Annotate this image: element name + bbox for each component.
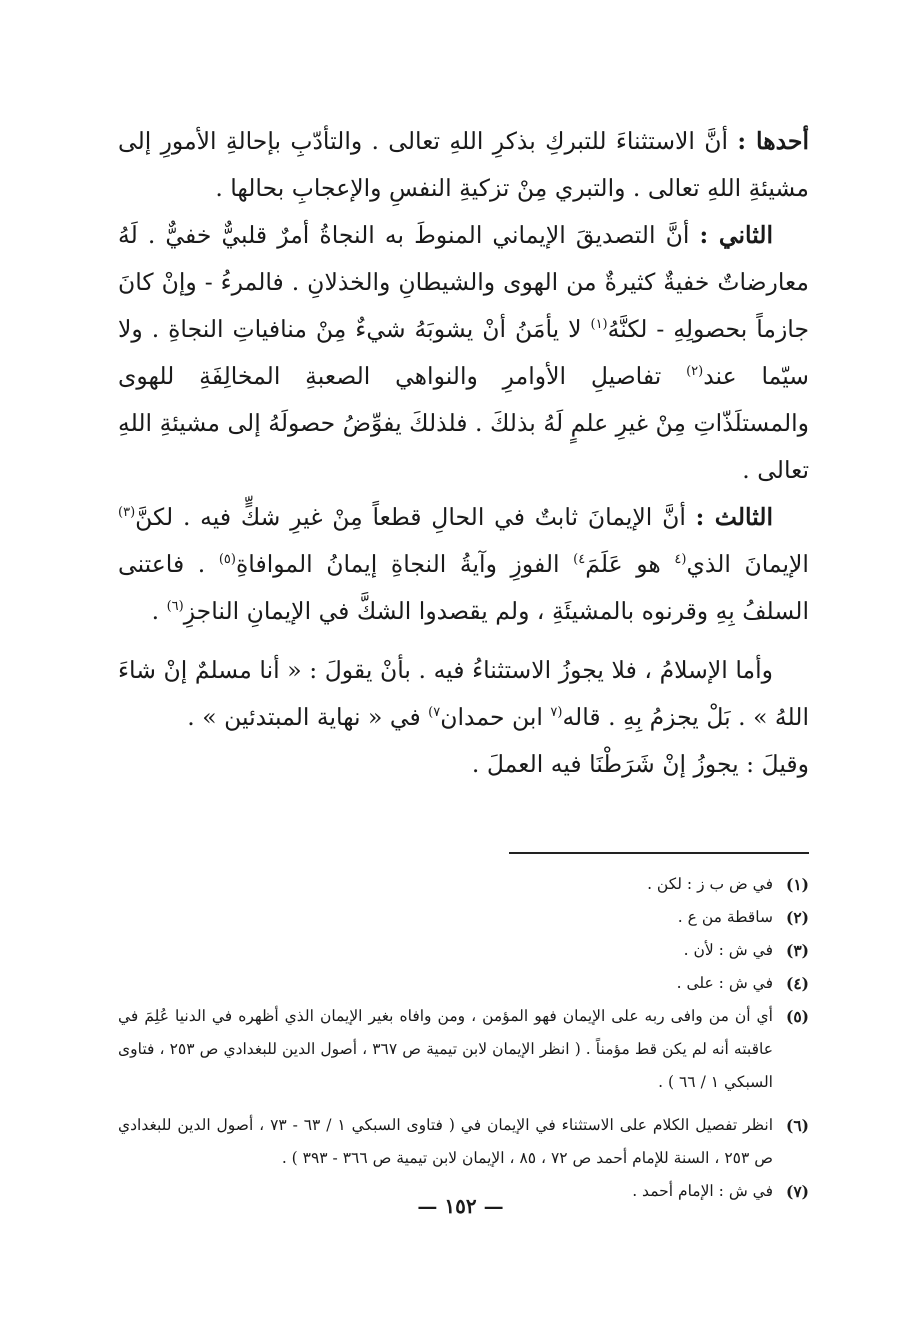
paragraph-alternative-view [118,741,809,788]
footnote-ref-7-start: (٧ [550,705,563,721]
footnote-ref-1: (١) [590,317,608,333]
footnote-ref-5: (٥) [218,552,236,568]
footnote-ref-2: (٢) [686,364,704,380]
paragraph-third-reason [118,494,809,635]
footnote-ref-6: (٦) [166,599,184,615]
paragraph-second-reason [118,212,809,494]
paragraph-text: أنَّ الاستثناءَ للتبركِ بذكرِ اللهِ تعالى . والتأدّبِ بإحالةِ الأمورِ إلى مشيئةِ اللهِ تعالى . والتبري مِنْ تزكيةِ النفسِ والإعجابِ بحالها . [118,127,809,202]
paragraph-text: الفوزِ وآيةُ النجاةِ إيمانُ الموافاةِ [235,550,560,578]
footnote-number: (٥) [785,1007,809,1026]
paragraph-text: الإيمانَ الذي [686,550,809,578]
paragraph-text: هو عَلَمَ [585,550,661,578]
footnote-number: (٤) [785,974,809,993]
footnote-text: في ض ب ز : لكن . [647,875,773,893]
footnote-ref-4-start: (٤ [674,552,687,568]
footnote-text: أي أن من وافى ربه على الإيمان فهو المؤمن ، ومن وافاه بغير الإيمان الذي أظهره في الدنيا عُلِمَ في عاقبته أنه لم يكن قط مؤمناً . ( انظر الإيمان لابن تيمية ص ٣٦٧ ، أصول الدين للبغدادي ص ٢٥٣ ، فتاوى السبكي ١ / ٦٦ ) . [118,1007,773,1091]
paragraph-text: أنَّ الإيمانَ ثابتٌ في الحالِ قطعاً مِنْ غيرِ شكٍّ فيه . لكنَّ [135,503,686,531]
paragraph-text: لا يأمَنُ أنْ يشوبَهُ شيءٌ مِنْ منافياتِ النجاةِ . ولا سيّما عند [118,315,809,390]
term-first: أحدها : [737,127,809,155]
footnote-text: ساقطة من ع . [677,908,773,926]
paragraph-text: في « نهاية المبتدئين » . [187,703,421,731]
footnote-item [118,901,809,934]
paragraph-text: . [151,597,160,625]
paragraph-text: وقيلَ : يجوزُ إنْ شَرَطْنَا فيه العملَ . [471,750,809,778]
page-number: — ١٥٢ — [417,1194,504,1218]
footnote-number: (١) [785,875,809,894]
footnotes [118,868,809,1208]
footnote-text: في ش : لأن . [683,941,773,959]
footnote-text: انظر تفصيل الكلام على الاستثناء في الإيمان في ( فتاوى السبكي ١ / ٦٣ - ٧٣ ، أصول الدين للبغدادي ص ٢٥٣ ، السنة للإمام أحمد ص ٧٢ ، ٨٥ ، الإيمان لابن تيمية ص ٣٦٦ - ٣٩٣ ) . [118,1116,773,1167]
footnote-number: (٦) [785,1116,809,1135]
footnote-item [118,1109,809,1175]
footnote-item [118,868,809,901]
paragraph-islam [118,647,809,741]
main-text [118,118,809,788]
paragraph-first-reason [118,118,809,212]
paragraph-text: ابن حمدان [440,703,543,731]
paragraph-text: . فاعتنى السلفُ بِهِ وقرنوه بالمشيئَةِ ، ولم يقصدوا الشكَّ في الإيمانِ الناجزِ [118,550,809,625]
footnote-item [118,1000,809,1099]
footnote-text: في ش : الإمام أحمد . [632,1182,773,1200]
footnote-item [118,934,809,967]
paragraph-text: تفاصيلِ الأوامرِ والنواهي الصعبةِ المخالِفَةِ للهوى والمستلَذّاتِ مِنْ غيرِ علمٍ لَهُ بذلكَ . فلذلكَ يفوِّضُ حصولَهُ إلى مشيئةِ اللهِ تعالى . [118,362,809,484]
footnote-separator [509,852,809,854]
footnote-number: (٢) [785,908,809,927]
footnote-ref-3: (٣) [118,505,136,521]
term-third: الثالث : [695,503,773,531]
term-second: الثاني : [699,221,773,249]
paragraph-text: أنَّ التصديقَ الإيماني المنوطَ به النجاةُ أمرٌ قلبيٌّ خفيٌّ . لَهُ معارضاتٌ خفيةٌ كثيرةٌ من الهوى والشيطانِ والخذلانِ . فالمرءُ - وإنْ كانَ جازماً بحصولِهِ - لكنَّهُ [118,221,809,343]
footnote-ref-7-end: ٧) [428,705,441,721]
footnote-text: في ش : على . [676,974,773,992]
footnote-number: (٧) [785,1182,809,1201]
paragraph-text: وأما الإسلامُ ، فلا يجوزُ الاستثناءُ فيه . بأنْ يقولَ : « أنا مسلمٌ إنْ شاءَ اللهُ » . بَلْ يجزمُ بِهِ . قاله [118,656,809,731]
footnote-number: (٣) [785,941,809,960]
footnote-ref-4-end: ٤) [573,552,586,568]
footnote-item [118,967,809,1000]
page-number-value: ١٥٢ [444,1194,477,1218]
